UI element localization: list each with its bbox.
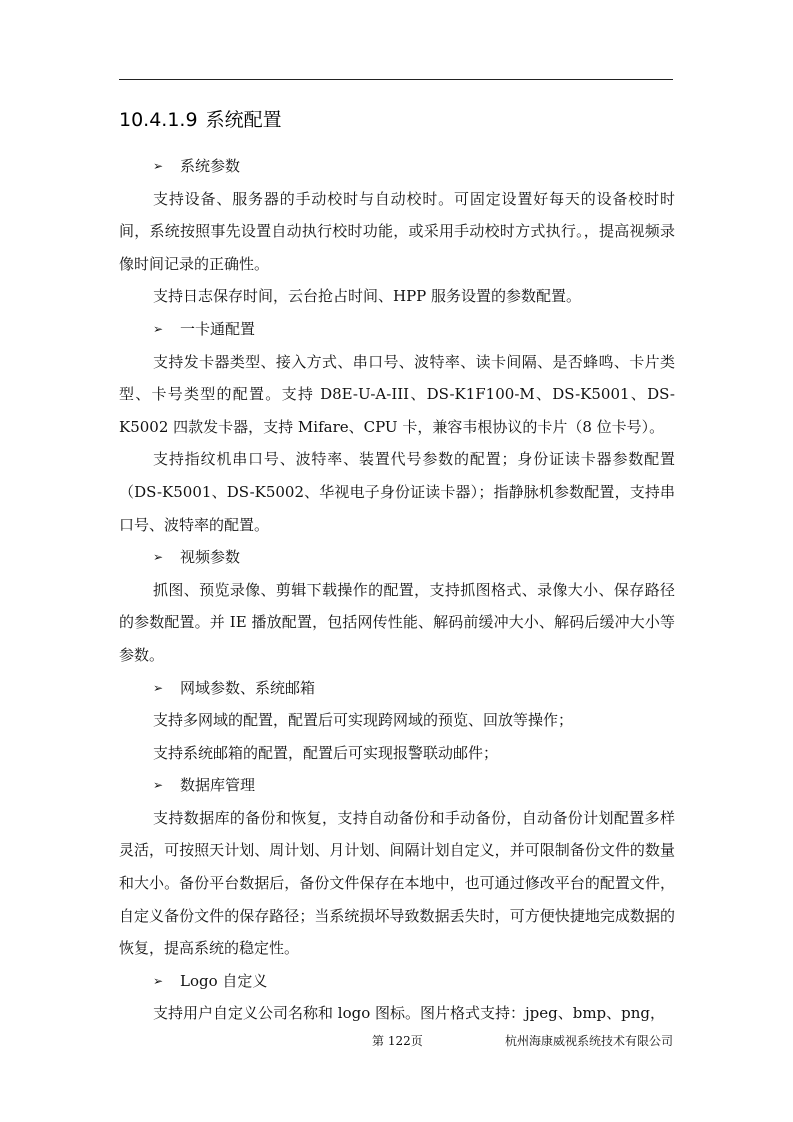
page-number: 第 122页 bbox=[372, 1034, 423, 1048]
bullet-heading bbox=[119, 672, 675, 705]
paragraph: 支持系统邮箱的配置，配置后可实现报警联动邮件； bbox=[153, 743, 499, 762]
arrow-bullet-icon: ➢ bbox=[153, 778, 164, 793]
header-rule bbox=[119, 79, 673, 80]
section-number: 10.4.1.9 bbox=[119, 109, 198, 131]
bullet-text: 视频参数 bbox=[180, 548, 241, 567]
company-name: 杭州海康威视系统技术有限公司 bbox=[504, 1034, 673, 1048]
bullet-text: Logo 自定义 bbox=[180, 971, 268, 990]
paragraph: 支持日志保存时间，云台抢占时间、HPP 服务设置的参数配置。 bbox=[153, 287, 582, 306]
arrow-bullet-icon: ➢ bbox=[153, 321, 164, 336]
bullet-text: 一卡通配置 bbox=[180, 319, 256, 338]
section-heading bbox=[119, 105, 282, 132]
arrow-bullet-icon: ➢ bbox=[153, 550, 164, 565]
section-title: 系统配置 bbox=[205, 109, 282, 131]
paragraph: 支持设备、服务器的手动校时与自动校时。可固定设置好每天的设备校时时间，系统按照事先设置自动执行校时功能，或采用手动校时方式执行。，提高视频录像时间记录的正确性。 bbox=[119, 189, 675, 273]
bullet-heading bbox=[119, 965, 675, 998]
paragraph: 支持指纹机串口号、波特率、装置代号参数的配置；身份证读卡器参数配置（DS-K5001、DS-K5002、华视电子身份证读卡器）；指静脉机参数配置，支持串口号、波特率的配置。 bbox=[119, 450, 675, 534]
arrow-bullet-icon: ➢ bbox=[153, 680, 164, 695]
paragraph: 支持发卡器类型、接入方式、串口号、波特率、读卡间隔、是否蜂鸣、卡片类型、卡号类型的配置。支持 D8E-U-A-III、DS-K1F100-M、DS-K5001、DS-K5002 四款发卡器，支持 Mifare、CPU 卡，兼容韦根协议的卡片（8 位卡号）。 bbox=[119, 352, 675, 436]
bullet-heading bbox=[119, 150, 675, 183]
bullet-text: 网域参数、系统邮箱 bbox=[180, 678, 316, 697]
bullet-heading bbox=[119, 769, 675, 802]
document-body bbox=[119, 150, 675, 1030]
paragraph: 支持用户自定义公司名称和 logo 图标。图片格式支持：jpeg、bmp、png， bbox=[153, 1004, 666, 1023]
bullet-text: 系统参数 bbox=[180, 157, 241, 175]
arrow-bullet-icon: ➢ bbox=[153, 973, 164, 988]
paragraph: 支持数据库的备份和恢复，支持自动备份和手动备份，自动备份计划配置多样灵活，可按照天计划、周计划、月计划、间隔计划自定义，并可限制备份文件的数量和大小。备份平台数据后，备份文件保存在本地中，也可通过修改平台的配置文件，自定义备份文件的保存路径；当系统损坏导致数据丢失时，可方便快捷地完成数据的恢复，提高系统的稳定性。 bbox=[119, 808, 675, 958]
paragraph: 抓图、预览录像、剪辑下载操作的配置，支持抓图格式、录像大小、保存路径的参数配置。并 IE 播放配置，包括网传性能、解码前缓冲大小、解码后缓冲大小等参数。 bbox=[119, 580, 675, 664]
bullet-heading bbox=[119, 541, 675, 574]
bullet-text: 数据库管理 bbox=[180, 776, 256, 795]
paragraph: 支持多网域的配置，配置后可实现跨网域的预览、回放等操作； bbox=[153, 711, 574, 730]
arrow-bullet-icon: ➢ bbox=[153, 159, 164, 173]
bullet-heading bbox=[119, 313, 675, 346]
